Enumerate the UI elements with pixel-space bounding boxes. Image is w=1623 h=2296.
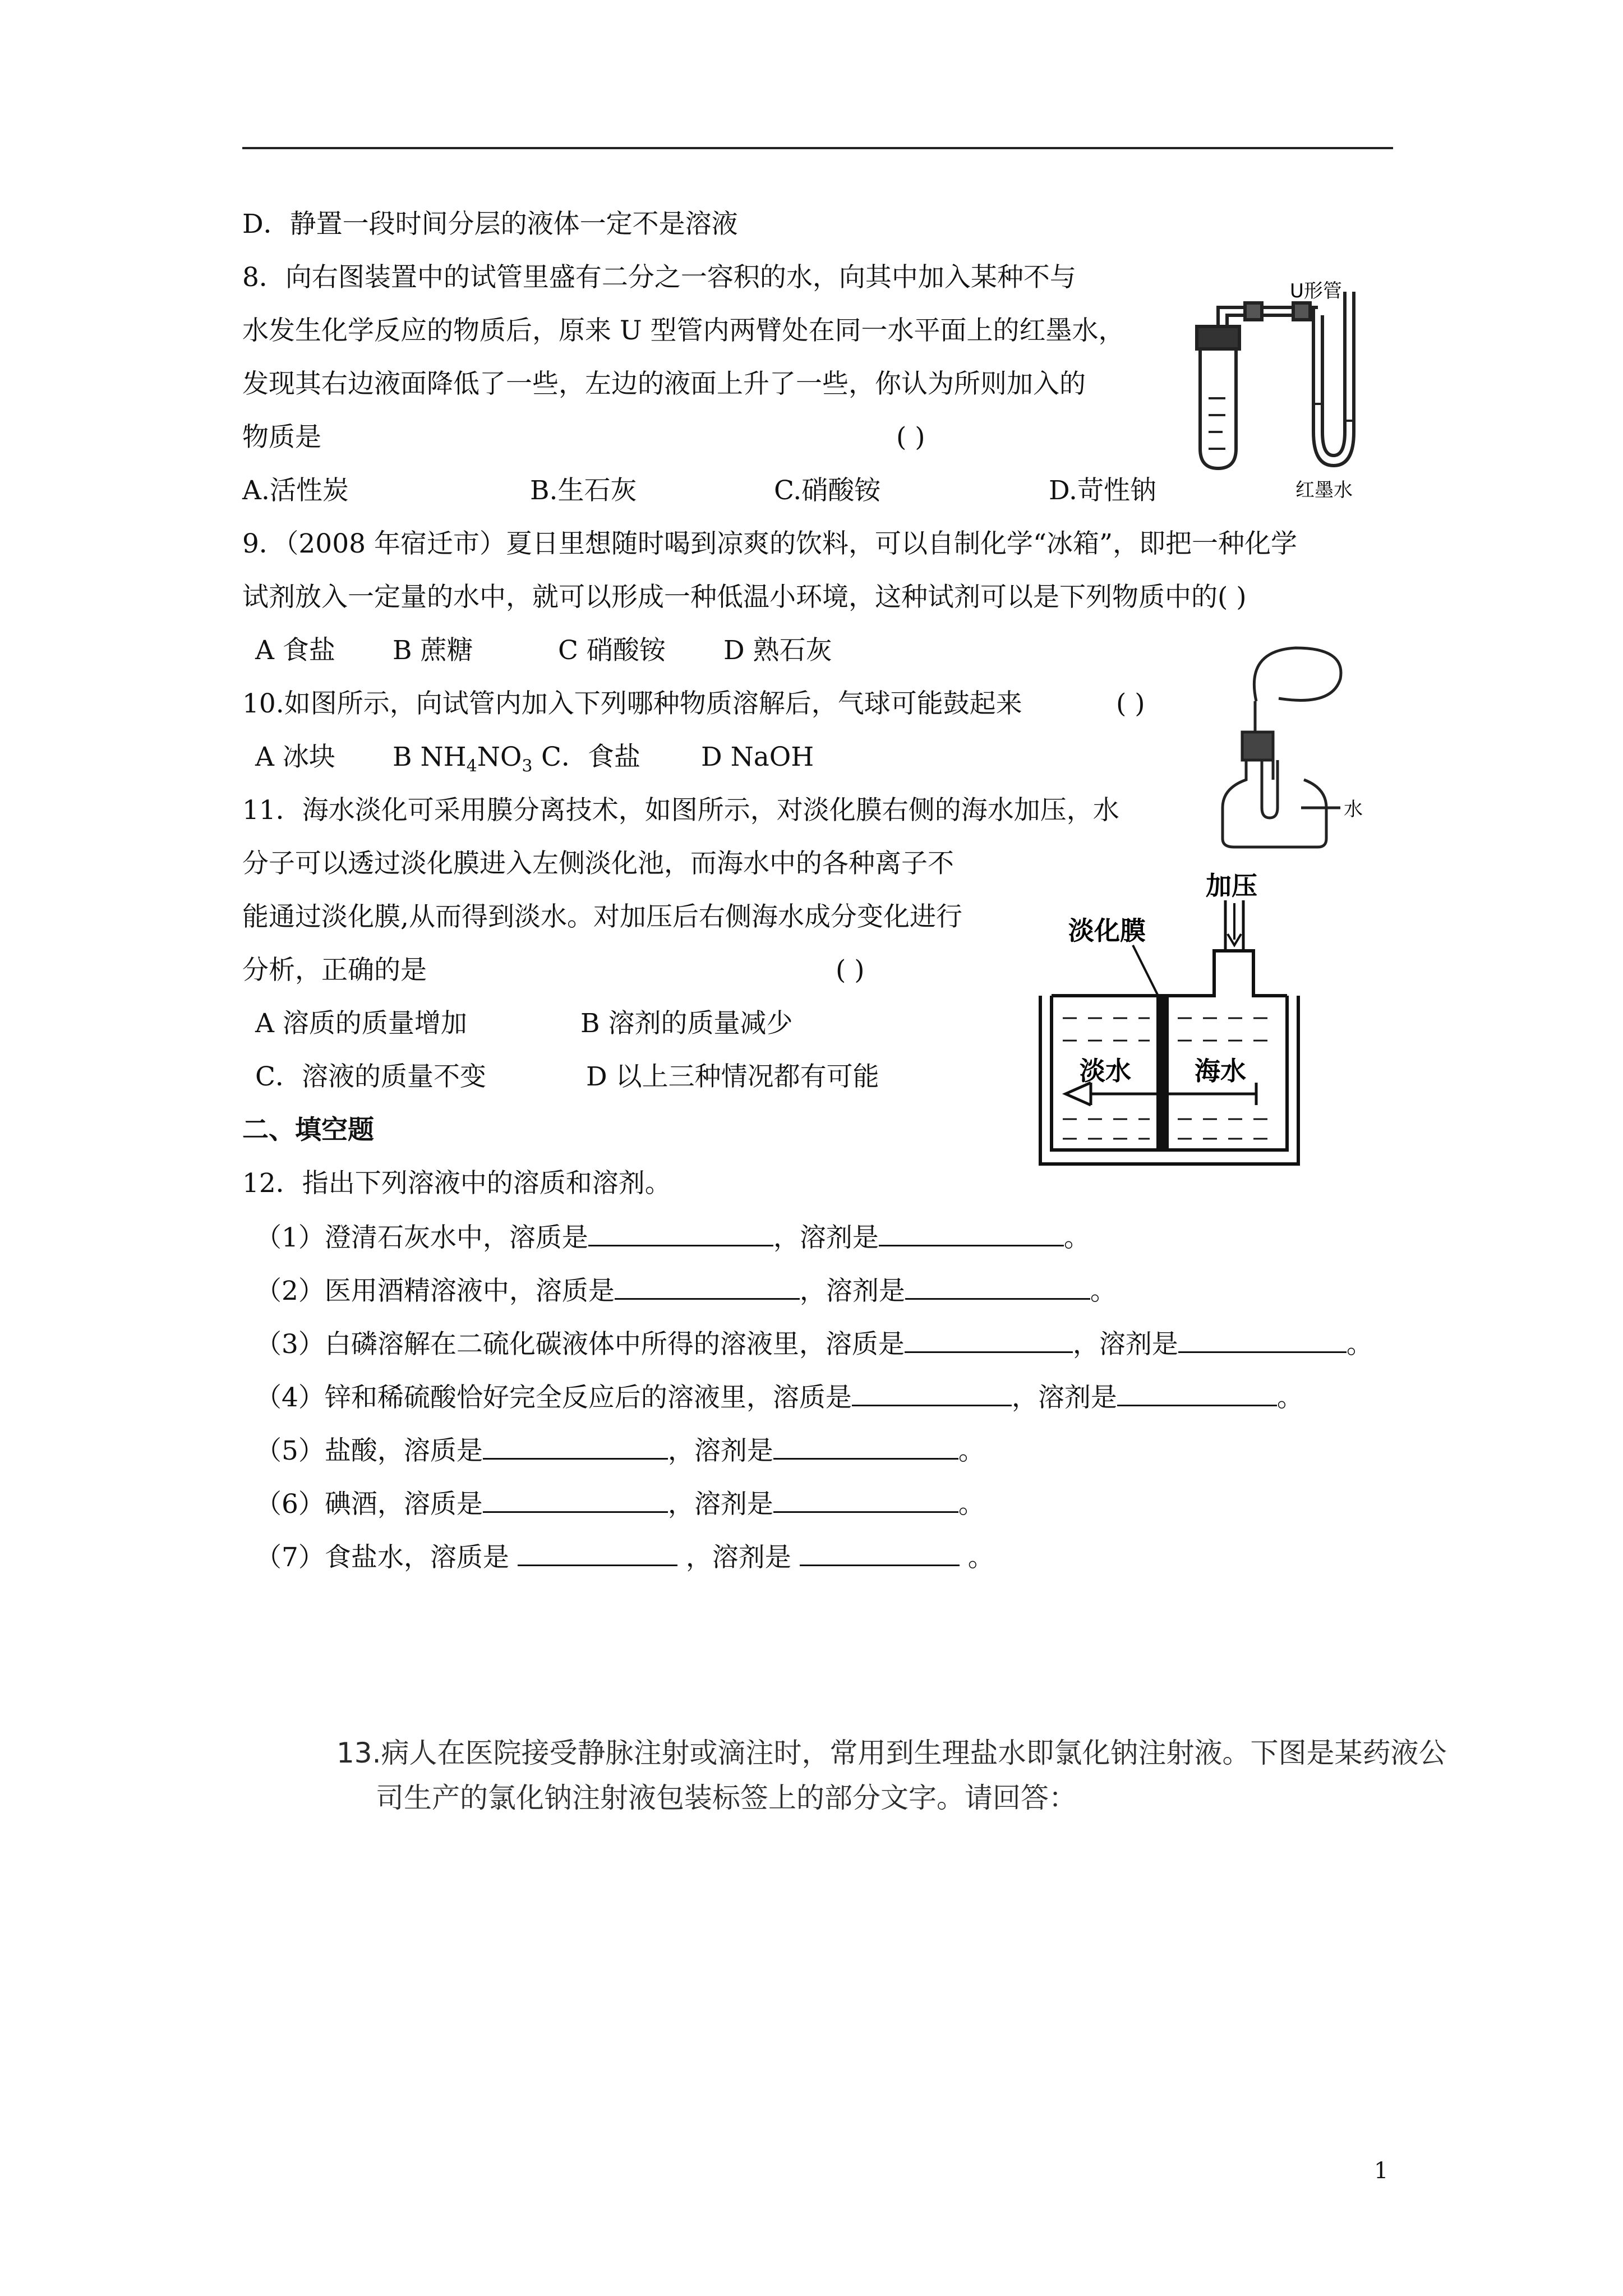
question-9-option-b: B 蔗糖 bbox=[393, 635, 473, 666]
question-9-option-d: D 熟石灰 bbox=[723, 635, 832, 666]
question-11-line-1: 11．海水淡化可采用膜分离技术，如图所示，对淡化膜右侧的海水加压，水 bbox=[242, 795, 1119, 826]
question-9-line-2: 试剂放入一定量的水中，就可以形成一种低温小环境，这种试剂可以是下列物质中的( ) bbox=[242, 582, 1247, 613]
u-tube-diagram bbox=[1183, 275, 1374, 499]
solvent-blank-1[interactable] bbox=[879, 1220, 1064, 1246]
question-12-item-4: （4）锌和稀硫酸恰好完全反应后的溶液里，溶质是 ，溶剂是 。 bbox=[255, 1380, 1303, 1415]
question-8-answer-paren: ( ) bbox=[896, 422, 925, 453]
question-7-option-d: D．静置一段时间分层的液体一定不是溶液 bbox=[242, 209, 738, 240]
question-11-answer-paren: ( ) bbox=[836, 955, 865, 986]
page-number: 1 bbox=[1374, 2158, 1389, 2184]
solute-blank-6[interactable] bbox=[483, 1487, 668, 1513]
question-8-line-4: 物质是 bbox=[242, 422, 321, 453]
question-10-option-d: D NaOH bbox=[701, 742, 814, 772]
solvent-blank-6[interactable] bbox=[773, 1487, 958, 1513]
pressure-label: 加压 bbox=[1206, 871, 1257, 901]
question-11-option-c: C．溶液的质量不变 bbox=[255, 1061, 486, 1092]
question-9-line-1: 9．（2008 年宿迁市）夏日里想随时喝到凉爽的饮料，可以自制化学“冰箱”，即把一种化学 bbox=[242, 528, 1298, 559]
question-8-option-b: B.生石灰 bbox=[530, 475, 637, 506]
question-13-line-1: 13.病人在医院接受静脉注射或滴注时，常用到生理盐水即氯化钠注射液。下图是某药液公 bbox=[336, 1737, 1447, 1769]
section-title-fill-in: 二、填空题 bbox=[242, 1115, 374, 1145]
desalination-diagram bbox=[1035, 867, 1310, 1170]
question-12-stem: 12．指出下列溶液中的溶质和溶剂。 bbox=[242, 1168, 671, 1199]
question-11-line-4: 分析，正确的是 bbox=[242, 955, 427, 986]
question-10-line-1: 10.如图所示，向试管内加入下列哪种物质溶解后，气球可能鼓起来 bbox=[242, 688, 1022, 719]
u-tube-label: U形管 bbox=[1290, 280, 1342, 302]
question-11-option-d: D 以上三种情况都有可能 bbox=[586, 1061, 879, 1092]
question-12-item-3: （3）白磷溶解在二硫化碳液体中所得的溶液里，溶质是 ，溶剂是 。 bbox=[255, 1327, 1373, 1361]
question-8-option-a: A.活性炭 bbox=[242, 475, 349, 506]
balloon-flask-diagram bbox=[1211, 639, 1380, 853]
question-9-option-a: A 食盐 bbox=[255, 635, 335, 666]
question-8-line-3: 发现其右边液面降低了一些，左边的液面上升了一些，你认为所则加入的 bbox=[242, 369, 1086, 399]
question-12-item-6: （6）碘酒，溶质是 ，溶剂是 。 bbox=[255, 1487, 985, 1521]
red-ink-label: 红墨水 bbox=[1295, 479, 1353, 499]
solute-blank-4[interactable] bbox=[852, 1380, 1012, 1406]
solute-blank-3[interactable] bbox=[905, 1327, 1073, 1353]
solvent-blank-4[interactable] bbox=[1117, 1380, 1277, 1406]
question-8-option-d: D.苛性钠 bbox=[1049, 475, 1156, 506]
solvent-blank-2[interactable] bbox=[905, 1273, 1090, 1300]
question-10-option-c: C．食盐 bbox=[541, 742, 640, 772]
balloon-flask-figure bbox=[1211, 639, 1380, 853]
solute-blank-5[interactable] bbox=[483, 1433, 668, 1460]
question-10-answer-paren: ( ) bbox=[1116, 688, 1145, 719]
question-12-item-2: （2）医用酒精溶液中，溶质是 ，溶剂是 。 bbox=[255, 1273, 1117, 1308]
sea-water-label: 海水 bbox=[1195, 1056, 1246, 1086]
question-12-item-5: （5）盐酸，溶质是 ，溶剂是 。 bbox=[255, 1433, 985, 1468]
header-rule bbox=[242, 147, 1393, 149]
question-12-item-7: （7）食盐水，溶质是 ，溶剂是 。 bbox=[255, 1540, 994, 1575]
solvent-blank-7[interactable] bbox=[800, 1540, 960, 1566]
question-11-line-3: 能通过淡化膜,从而得到淡水。对加压后右侧海水成分变化进行 bbox=[242, 901, 962, 932]
question-8-line-2: 水发生化学反应的物质后，原来 U 型管内两臂处在同一水平面上的红墨水， bbox=[242, 315, 1125, 346]
question-8-option-c: C.硝酸铵 bbox=[774, 475, 881, 506]
question-11-option-a: A 溶质的质量增加 bbox=[255, 1008, 467, 1039]
question-12-item-1: （1）澄清石灰水中，溶质是 ，溶剂是 。 bbox=[255, 1220, 1090, 1255]
desalination-figure bbox=[1035, 867, 1310, 1170]
solvent-blank-5[interactable] bbox=[773, 1433, 958, 1460]
solute-blank-2[interactable] bbox=[615, 1273, 800, 1300]
question-11-line-2: 分子可以透过淡化膜进入左侧淡化池，而海水中的各种离子不 bbox=[242, 848, 954, 879]
membrane-label: 淡化膜 bbox=[1068, 915, 1146, 946]
solvent-blank-3[interactable] bbox=[1178, 1327, 1347, 1353]
question-13-line-2: 司生产的氯化钠注射液包装标签上的部分文字。请回答： bbox=[376, 1782, 1077, 1814]
question-10-option-a: A 冰块 bbox=[255, 742, 335, 772]
question-11-option-b: B 溶剂的质量减少 bbox=[580, 1008, 793, 1039]
question-9-option-c: C 硝酸铵 bbox=[558, 635, 666, 666]
question-8-line-1: 8．向右图装置中的试管里盛有二分之一容积的水，向其中加入某种不与 bbox=[242, 262, 1076, 293]
water-label: 水 bbox=[1344, 798, 1363, 821]
solute-blank-1[interactable] bbox=[588, 1220, 773, 1246]
u-tube-figure bbox=[1183, 275, 1374, 499]
fresh-water-label: 淡水 bbox=[1080, 1056, 1131, 1086]
solute-blank-7[interactable] bbox=[518, 1540, 677, 1566]
question-10-option-b: B $NH_4NO_3$ bbox=[393, 742, 533, 776]
